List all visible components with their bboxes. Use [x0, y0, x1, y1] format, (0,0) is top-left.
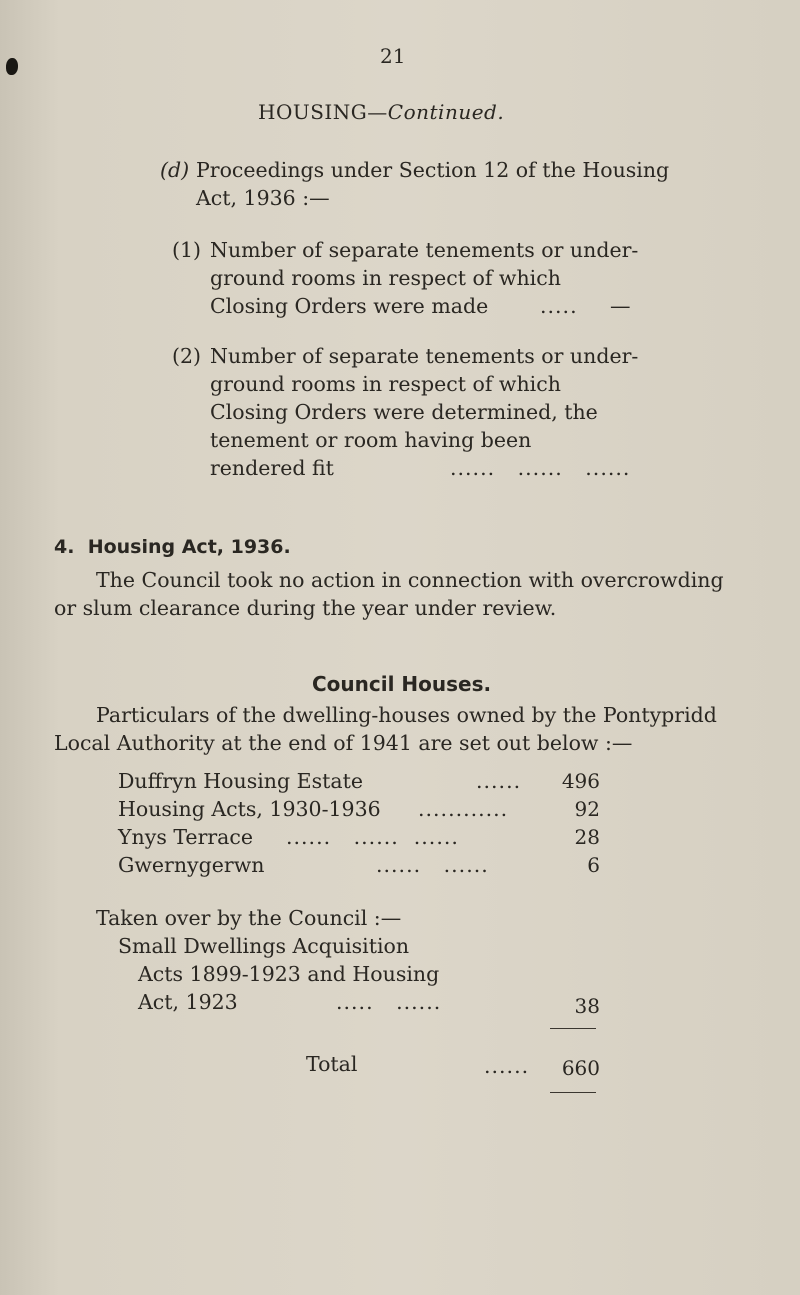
- item2-number: (2): [172, 344, 202, 368]
- item2-line4: tenement or room having been: [210, 428, 532, 452]
- taken-over-line3: Act, 1923: [138, 990, 238, 1014]
- item1-dots: .....: [540, 294, 578, 318]
- row-dots: ...... ...... ......: [286, 825, 459, 849]
- taken-over-line1: Small Dwellings Acquisition: [118, 934, 410, 958]
- row-dots: ............: [418, 797, 509, 821]
- section4-heading: [54, 536, 291, 558]
- total-value: 660: [561, 1056, 600, 1080]
- row-value: 496: [561, 769, 600, 793]
- taken-over-value: 38: [574, 994, 600, 1018]
- running-head-main: HOUSING—: [258, 100, 388, 124]
- item2-line1: Number of separate tenements or under-: [210, 344, 639, 368]
- section-d-line1: Proceedings under Section 12 of the Housing: [196, 158, 670, 182]
- row-value: 6: [587, 853, 600, 877]
- row-name: Ynys Terrace: [118, 825, 254, 849]
- row-value: 92: [574, 797, 600, 821]
- row-name: Duffryn Housing Estate: [118, 769, 363, 793]
- row-name: Gwernygerwn: [118, 853, 265, 877]
- row-dots: ...... ......: [376, 853, 489, 877]
- ink-blot: [6, 58, 18, 75]
- total-label: Total: [306, 1052, 358, 1076]
- section4-number: 4.: [54, 536, 75, 558]
- sum-rule-top: [550, 1028, 596, 1029]
- taken-over-intro: Taken over by the Council :—: [96, 906, 402, 930]
- section4-line1: The Council took no action in connection with overcrowding: [96, 568, 724, 592]
- taken-over-line2: Acts 1899-1923 and Housing: [138, 962, 440, 986]
- section4-title: Housing Act, 1936.: [87, 536, 291, 558]
- taken-over-dots: ..... ......: [336, 990, 442, 1014]
- item2-dots: ...... ...... ......: [450, 456, 631, 480]
- sum-rule-bottom: [550, 1092, 596, 1093]
- council-houses-heading: Council Houses.: [312, 672, 492, 696]
- row-dots: ......: [476, 769, 522, 793]
- council-intro-line1: Particulars of the dwelling-houses owned by the Pontypridd: [96, 703, 717, 727]
- item1-value: —: [610, 294, 631, 318]
- item2-line5: rendered fit: [210, 456, 334, 480]
- item2-line2: ground rooms in respect of which: [210, 372, 561, 396]
- section4-line2: or slum clearance during the year under review.: [54, 596, 557, 620]
- running-head-continued: Continued.: [387, 100, 505, 124]
- item1-line1: Number of separate tenements or under-: [210, 238, 639, 262]
- item1-number: (1): [172, 238, 202, 262]
- item1-line2: ground rooms in respect of which: [210, 266, 561, 290]
- council-intro-line2: Local Authority at the end of 1941 are set out below :—: [54, 731, 633, 755]
- section-d-line2: Act, 1936 :—: [196, 186, 330, 210]
- item2-line3: Closing Orders were determined, the: [210, 400, 598, 424]
- row-name: Housing Acts, 1930-1936: [118, 797, 381, 821]
- running-head: [258, 100, 504, 124]
- row-value: 28: [574, 825, 600, 849]
- section-d-label: (d): [160, 158, 190, 182]
- item1-line3: Closing Orders were made: [210, 294, 489, 318]
- page-number: 21: [380, 44, 406, 68]
- total-dots: ......: [484, 1054, 530, 1078]
